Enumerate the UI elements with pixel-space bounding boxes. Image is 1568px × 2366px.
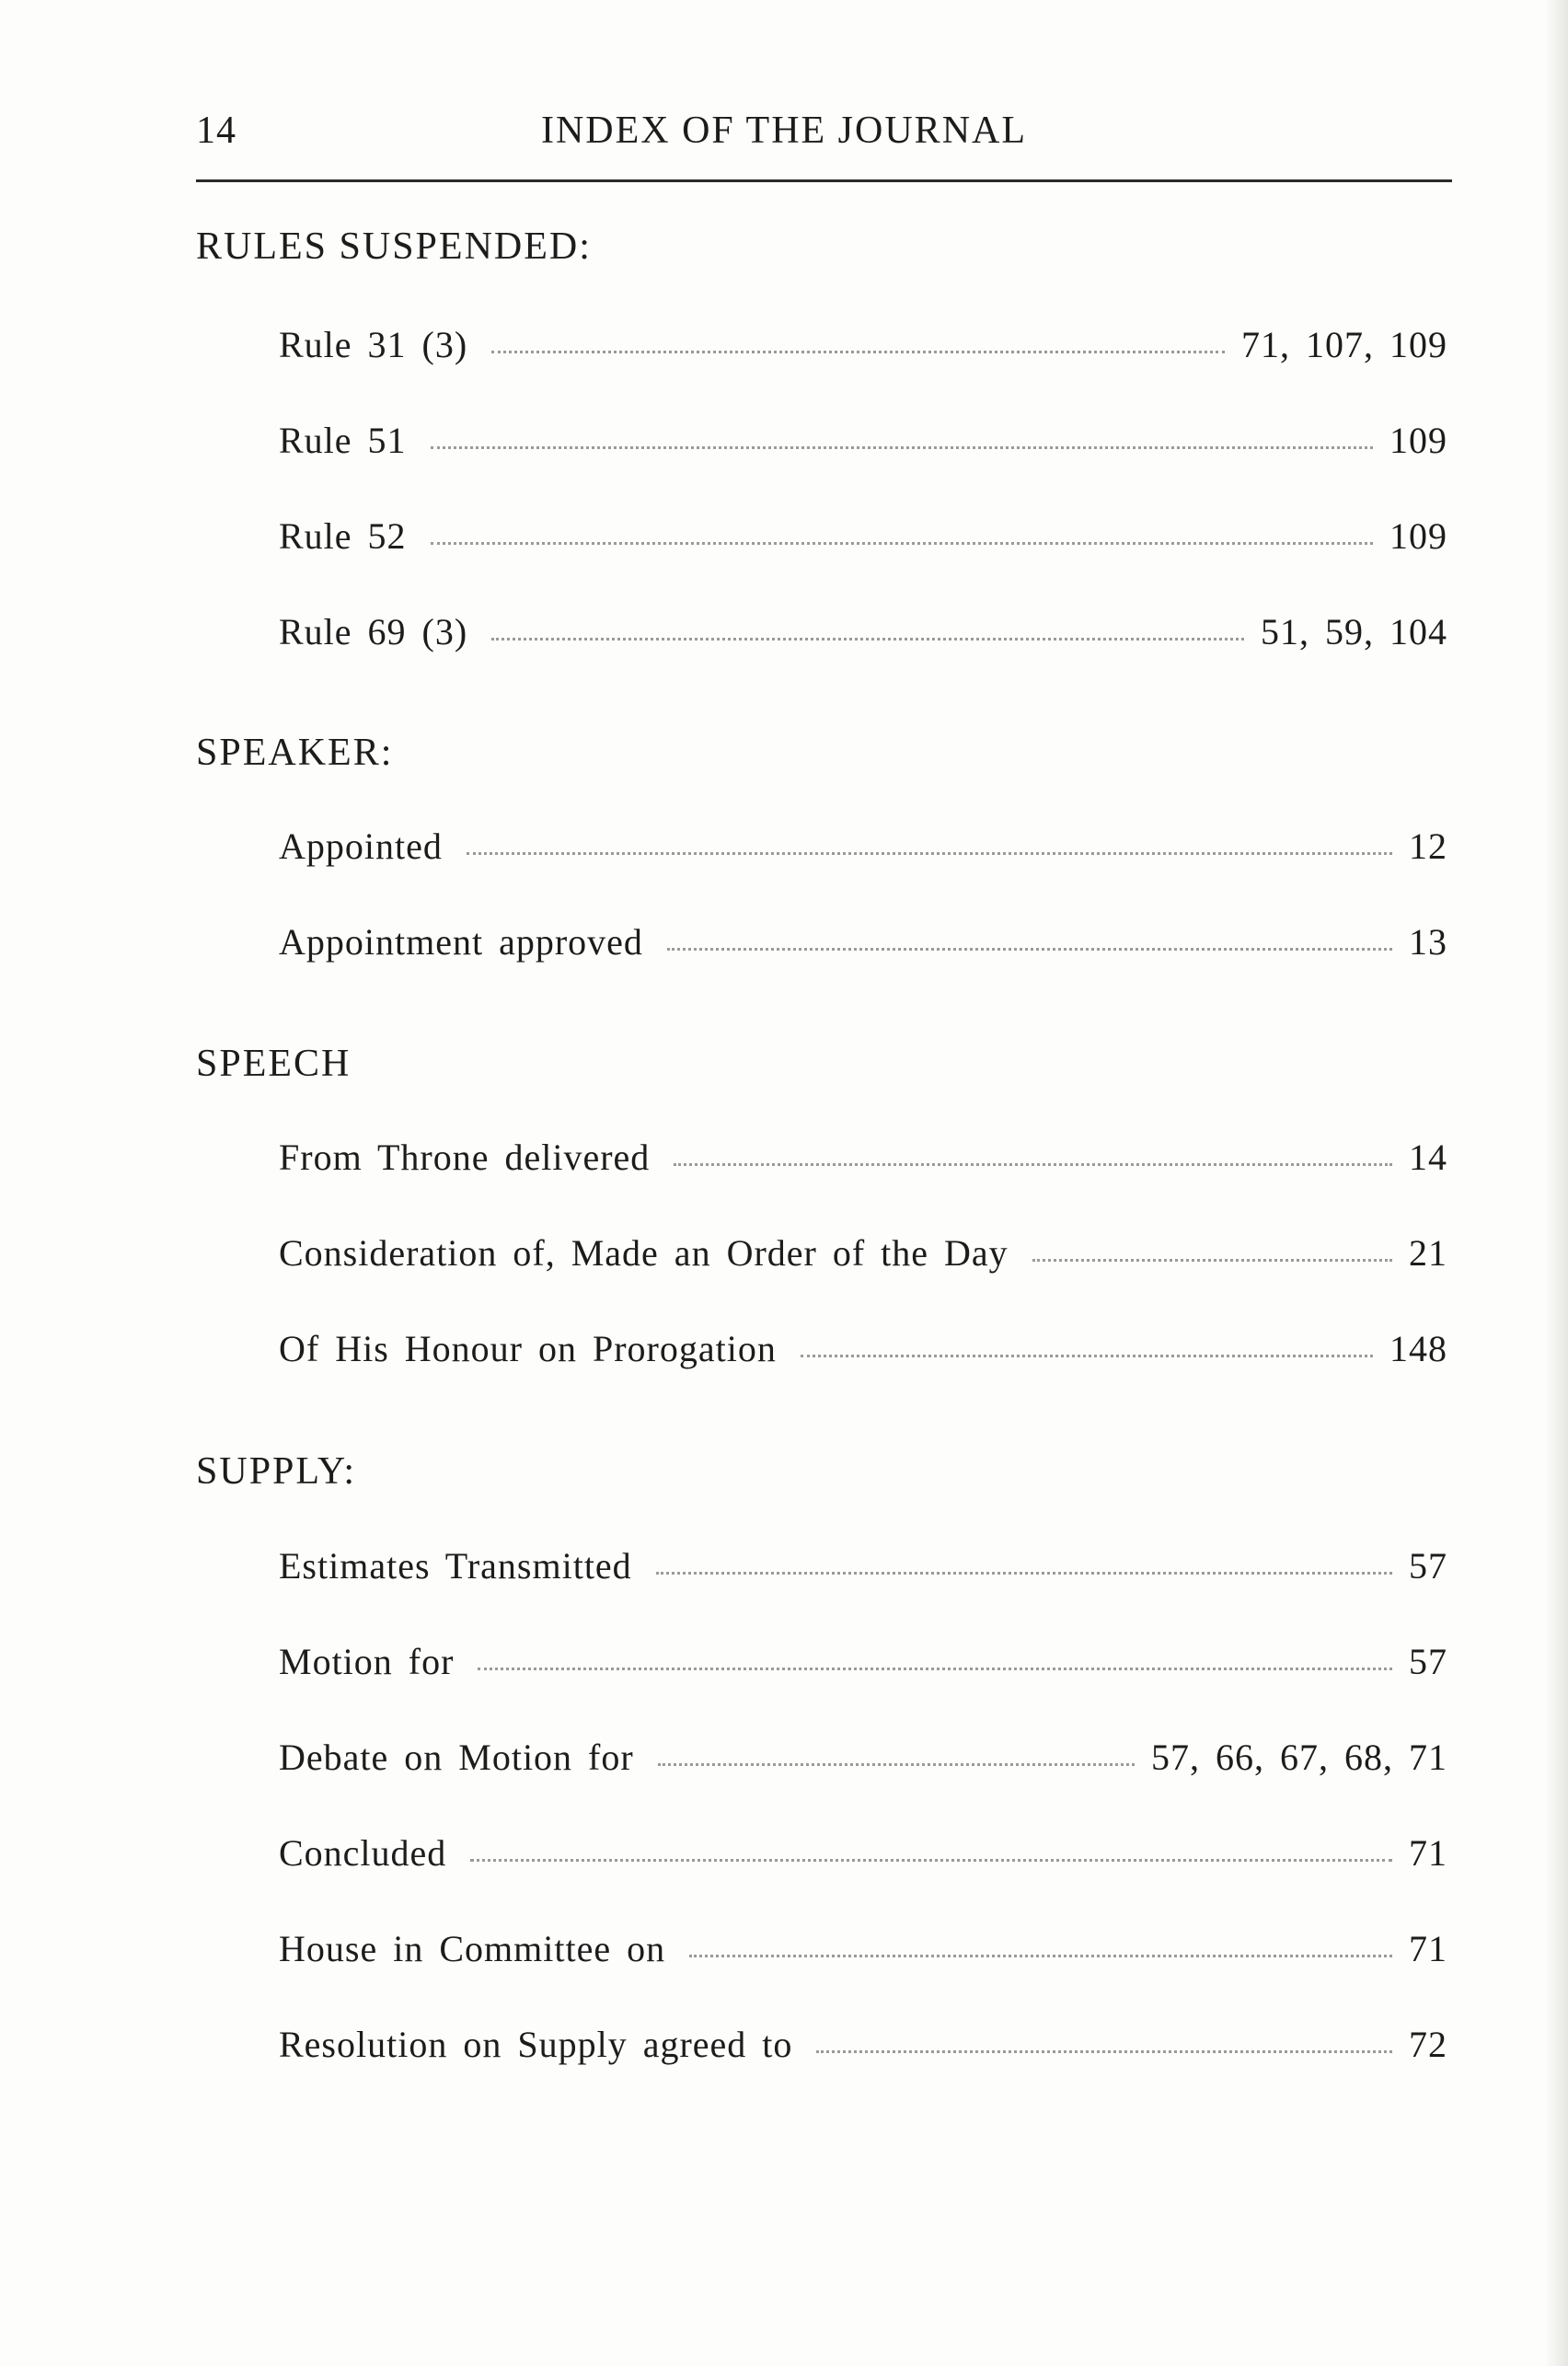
index-entry (279, 2026, 1447, 2072)
dot-leader (470, 1859, 1392, 1862)
index-entry (279, 921, 1447, 970)
dot-leader (801, 1355, 1373, 1357)
entry-label: Debate on Motion for (279, 1737, 634, 1778)
dot-leader (431, 446, 1373, 449)
dot-leader (656, 1572, 1392, 1575)
entry-pages: 21 (1409, 1232, 1447, 1274)
index-entry (279, 422, 1447, 468)
dot-leader (816, 2050, 1392, 2053)
entry-label: Rule 31 (3) (279, 324, 468, 365)
dot-leader (674, 1163, 1392, 1166)
entry-label: House in Committee on (279, 1928, 666, 1969)
index-entry (279, 1139, 1447, 1185)
entry-label: Rule 52 (279, 515, 407, 557)
entry-label: Rule 51 (279, 420, 407, 461)
dot-leader (491, 351, 1225, 353)
entry-pages: 51, 59, 104 (1261, 611, 1447, 652)
entry-label: Appointment approved (279, 921, 643, 963)
running-title: INDEX OF THE JOURNAL (540, 110, 1028, 152)
entry-pages: 72 (1409, 2024, 1447, 2065)
page-number: 14 (196, 110, 236, 152)
entry-pages: 57 (1409, 1641, 1447, 1682)
entry-pages: 57, 66, 67, 68, 71 (1151, 1737, 1447, 1778)
entry-label: Appointed (279, 825, 443, 867)
index-entry (279, 611, 1447, 660)
entry-pages: 148 (1389, 1328, 1447, 1369)
index-entry (279, 1328, 1447, 1377)
index-entry (279, 825, 1447, 874)
index-entry (279, 515, 1447, 564)
entry-pages: 14 (1409, 1137, 1447, 1178)
entry-label: From Throne delivered (279, 1137, 651, 1178)
page-edge-shadow (1544, 0, 1568, 2366)
dot-leader (491, 638, 1244, 641)
dot-leader (689, 1955, 1392, 1957)
section-heading-supply: SUPPLY: (196, 1450, 357, 1493)
index-entry (279, 1832, 1447, 1881)
index-entry (279, 1739, 1447, 1785)
section-heading-rules-suspended: RULES SUSPENDED: (196, 225, 592, 268)
section-heading-speech: SPEECH (196, 1043, 352, 1085)
dot-leader (478, 1668, 1392, 1670)
index-entry (279, 324, 1447, 373)
header-rule (196, 179, 1452, 182)
entry-pages: 109 (1389, 515, 1447, 557)
entry-pages: 71 (1409, 1928, 1447, 1969)
index-entry (279, 1232, 1447, 1281)
dot-leader (1032, 1259, 1392, 1262)
entry-label: Rule 69 (3) (279, 611, 468, 652)
entry-label: Motion for (279, 1641, 455, 1682)
entry-pages: 57 (1409, 1545, 1447, 1587)
entry-pages: 109 (1389, 420, 1447, 461)
dot-leader (667, 948, 1392, 951)
dot-leader (431, 542, 1373, 545)
entry-label: Concluded (279, 1832, 447, 1874)
entry-pages: 71 (1409, 1832, 1447, 1874)
dot-leader (658, 1763, 1135, 1766)
entry-label: Resolution on Supply agreed to (279, 2024, 793, 2065)
entry-label: Of His Honour on Prorogation (279, 1328, 777, 1369)
dot-leader (467, 852, 1392, 855)
entry-pages: 12 (1409, 825, 1447, 867)
entry-pages: 71, 107, 109 (1241, 324, 1447, 365)
entry-pages: 13 (1409, 921, 1447, 963)
index-entry (279, 1928, 1447, 1977)
index-entry (279, 1545, 1447, 1594)
section-heading-speaker: SPEAKER: (196, 732, 394, 774)
index-entry (279, 1641, 1447, 1690)
entry-label: Estimates Transmitted (279, 1545, 632, 1587)
entry-label: Consideration of, Made an Order of the Day (279, 1232, 1009, 1274)
